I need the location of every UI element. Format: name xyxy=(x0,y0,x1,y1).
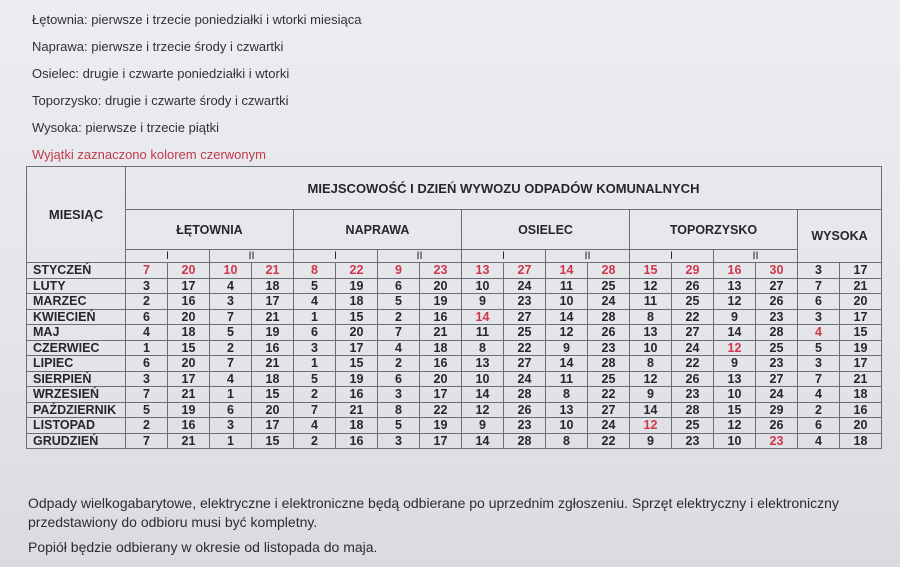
location-header: OSIELEC xyxy=(462,210,630,250)
day-cell: 15 xyxy=(714,402,756,418)
day-cell: 21 xyxy=(252,356,294,372)
table-row xyxy=(27,309,882,325)
day-cell: 4 xyxy=(294,418,336,434)
location-header: TOPORZYSKO xyxy=(630,210,798,250)
day-cell: 26 xyxy=(672,278,714,294)
day-cell: 20 xyxy=(168,263,210,279)
day-cell: 4 xyxy=(210,371,252,387)
day-cell: 15 xyxy=(252,387,294,403)
day-cell: 15 xyxy=(630,263,672,279)
month-cell: MARZEC xyxy=(27,294,126,310)
day-cell: 2 xyxy=(294,387,336,403)
day-cell: 9 xyxy=(714,356,756,372)
day-cell: 23 xyxy=(756,356,798,372)
day-cell: 17 xyxy=(252,294,294,310)
day-cell: 15 xyxy=(252,433,294,449)
month-cell: LIPIEC xyxy=(27,356,126,372)
day-cell: 2 xyxy=(294,433,336,449)
month-cell: STYCZEŃ xyxy=(27,263,126,279)
table-row xyxy=(27,433,882,449)
day-cell: 17 xyxy=(840,309,882,325)
day-cell: 23 xyxy=(420,263,462,279)
day-cell: 9 xyxy=(630,433,672,449)
day-cell: 8 xyxy=(630,356,672,372)
day-cell: 2 xyxy=(378,309,420,325)
intro-line-osielec: Osielec: drugie i czwarte poniedziałki i wtorki xyxy=(32,66,290,81)
day-cell: 13 xyxy=(714,371,756,387)
day-cell: 14 xyxy=(630,402,672,418)
table-main-header: MIEJSCOWOŚĆ I DZIEŃ WYWOZU ODPADÓW KOMUNALNYCH xyxy=(126,167,882,210)
day-cell: 25 xyxy=(756,340,798,356)
month-cell: MAJ xyxy=(27,325,126,341)
intro-line-letownia: Łętownia: pierwsze i trzecie poniedziałki i wtorki miesiąca xyxy=(32,12,362,27)
day-cell: 25 xyxy=(588,371,630,387)
day-cell: 6 xyxy=(798,294,840,310)
day-cell: 23 xyxy=(588,340,630,356)
day-cell: 28 xyxy=(672,402,714,418)
day-cell: 28 xyxy=(588,263,630,279)
day-cell: 25 xyxy=(504,325,546,341)
day-cell: 19 xyxy=(420,418,462,434)
day-cell: 27 xyxy=(756,371,798,387)
day-cell: 20 xyxy=(336,325,378,341)
day-cell: 2 xyxy=(126,294,168,310)
day-cell: 23 xyxy=(672,387,714,403)
day-cell: 26 xyxy=(756,418,798,434)
day-cell: 13 xyxy=(630,325,672,341)
table-row xyxy=(27,402,882,418)
day-cell: 14 xyxy=(546,309,588,325)
day-cell: 9 xyxy=(378,263,420,279)
day-cell: 3 xyxy=(378,387,420,403)
location-header: WYSOKA xyxy=(798,210,882,263)
day-cell: 26 xyxy=(672,371,714,387)
day-cell: 6 xyxy=(378,278,420,294)
table-row xyxy=(27,340,882,356)
day-cell: 15 xyxy=(336,309,378,325)
day-cell: 23 xyxy=(504,418,546,434)
day-cell: 1 xyxy=(294,309,336,325)
day-cell: 21 xyxy=(336,402,378,418)
day-cell: 23 xyxy=(504,294,546,310)
day-cell: 22 xyxy=(588,387,630,403)
day-cell: 21 xyxy=(420,325,462,341)
day-cell: 16 xyxy=(714,263,756,279)
day-cell: 6 xyxy=(294,325,336,341)
day-cell: 21 xyxy=(252,263,294,279)
location-header: ŁĘTOWNIA xyxy=(126,210,294,250)
table-row xyxy=(27,356,882,372)
day-cell: 22 xyxy=(504,340,546,356)
day-cell: 27 xyxy=(504,263,546,279)
day-cell: 12 xyxy=(462,402,504,418)
day-cell: 8 xyxy=(462,340,504,356)
day-cell: 10 xyxy=(546,418,588,434)
location-header: NAPRAWA xyxy=(294,210,462,250)
day-cell: 10 xyxy=(546,294,588,310)
day-cell: 14 xyxy=(462,309,504,325)
day-cell: 16 xyxy=(840,402,882,418)
day-cell: 10 xyxy=(714,387,756,403)
month-cell: CZERWIEC xyxy=(27,340,126,356)
day-cell: 2 xyxy=(798,402,840,418)
day-cell: 1 xyxy=(210,387,252,403)
day-cell: 24 xyxy=(672,340,714,356)
period-label: II xyxy=(546,250,630,263)
day-cell: 3 xyxy=(798,309,840,325)
day-cell: 8 xyxy=(546,433,588,449)
day-cell: 27 xyxy=(504,309,546,325)
day-cell: 5 xyxy=(294,371,336,387)
day-cell: 20 xyxy=(252,402,294,418)
day-cell: 6 xyxy=(378,371,420,387)
day-cell: 7 xyxy=(126,387,168,403)
day-cell: 20 xyxy=(168,356,210,372)
day-cell: 5 xyxy=(378,294,420,310)
day-cell: 5 xyxy=(210,325,252,341)
day-cell: 22 xyxy=(420,402,462,418)
day-cell: 18 xyxy=(252,278,294,294)
day-cell: 17 xyxy=(840,356,882,372)
day-cell: 2 xyxy=(378,356,420,372)
period-label: II xyxy=(378,250,462,263)
day-cell: 16 xyxy=(168,418,210,434)
day-cell: 17 xyxy=(168,371,210,387)
day-cell: 22 xyxy=(672,356,714,372)
day-cell: 21 xyxy=(252,309,294,325)
day-cell: 3 xyxy=(378,433,420,449)
day-cell: 4 xyxy=(798,325,840,341)
period-label: I xyxy=(294,250,378,263)
day-cell: 22 xyxy=(336,263,378,279)
day-cell: 15 xyxy=(336,356,378,372)
day-cell: 8 xyxy=(294,263,336,279)
day-cell: 21 xyxy=(840,371,882,387)
day-cell: 6 xyxy=(798,418,840,434)
bulky-waste-note: Odpady wielkogabarytowe, elektryczne i elektroniczne będą odbierane po uprzednim zgłoszeniu. Sprzęt elektryczny i elektroniczny przedstawiony do odbioru musi być kompletny. xyxy=(28,495,839,530)
day-cell: 10 xyxy=(462,371,504,387)
day-cell: 9 xyxy=(630,387,672,403)
day-cell: 16 xyxy=(336,433,378,449)
month-column-header: MIESIĄC xyxy=(27,167,126,263)
day-cell: 17 xyxy=(840,263,882,279)
day-cell: 4 xyxy=(126,325,168,341)
day-cell: 20 xyxy=(420,371,462,387)
day-cell: 28 xyxy=(504,387,546,403)
day-cell: 17 xyxy=(252,418,294,434)
day-cell: 9 xyxy=(462,294,504,310)
day-cell: 4 xyxy=(210,278,252,294)
day-cell: 10 xyxy=(630,340,672,356)
day-cell: 20 xyxy=(840,418,882,434)
day-cell: 25 xyxy=(588,278,630,294)
day-cell: 13 xyxy=(546,402,588,418)
day-cell: 9 xyxy=(714,309,756,325)
day-cell: 11 xyxy=(546,371,588,387)
day-cell: 30 xyxy=(756,263,798,279)
day-cell: 26 xyxy=(504,402,546,418)
month-cell: GRUDZIEŃ xyxy=(27,433,126,449)
day-cell: 21 xyxy=(840,278,882,294)
day-cell: 12 xyxy=(630,278,672,294)
day-cell: 12 xyxy=(546,325,588,341)
intro-text xyxy=(32,6,361,168)
day-cell: 13 xyxy=(462,356,504,372)
day-cell: 24 xyxy=(504,278,546,294)
day-cell: 14 xyxy=(546,263,588,279)
day-cell: 13 xyxy=(714,278,756,294)
table-row xyxy=(27,325,882,341)
day-cell: 21 xyxy=(168,433,210,449)
period-label: I xyxy=(630,250,714,263)
day-cell: 25 xyxy=(672,294,714,310)
day-cell: 4 xyxy=(798,387,840,403)
month-cell: LISTOPAD xyxy=(27,418,126,434)
day-cell: 17 xyxy=(420,433,462,449)
day-cell: 17 xyxy=(168,278,210,294)
table-row xyxy=(27,418,882,434)
period-label: II xyxy=(210,250,294,263)
day-cell: 12 xyxy=(714,340,756,356)
day-cell: 8 xyxy=(630,309,672,325)
day-cell: 14 xyxy=(546,356,588,372)
day-cell: 23 xyxy=(672,433,714,449)
month-cell: PAŹDZIERNIK xyxy=(27,402,126,418)
day-cell: 18 xyxy=(420,340,462,356)
table-row xyxy=(27,371,882,387)
month-cell: WRZESIEŃ xyxy=(27,387,126,403)
period-label: I xyxy=(462,250,546,263)
day-cell: 14 xyxy=(714,325,756,341)
schedule-body xyxy=(27,263,882,449)
day-cell: 18 xyxy=(336,418,378,434)
day-cell: 15 xyxy=(168,340,210,356)
period-label: II xyxy=(714,250,798,263)
day-cell: 27 xyxy=(588,402,630,418)
day-cell: 16 xyxy=(420,309,462,325)
day-cell: 3 xyxy=(294,340,336,356)
day-cell: 27 xyxy=(756,278,798,294)
day-cell: 3 xyxy=(798,356,840,372)
day-cell: 18 xyxy=(840,387,882,403)
day-cell: 19 xyxy=(336,371,378,387)
schedule-table xyxy=(26,166,882,449)
day-cell: 15 xyxy=(840,325,882,341)
intro-line-toporzysko: Toporzysko: drugie i czwarte środy i czwartki xyxy=(32,93,289,108)
day-cell: 18 xyxy=(252,371,294,387)
day-cell: 1 xyxy=(210,433,252,449)
day-cell: 16 xyxy=(252,340,294,356)
day-cell: 17 xyxy=(420,387,462,403)
day-cell: 28 xyxy=(588,356,630,372)
day-cell: 17 xyxy=(336,340,378,356)
day-cell: 3 xyxy=(126,371,168,387)
day-cell: 29 xyxy=(756,402,798,418)
day-cell: 18 xyxy=(840,433,882,449)
day-cell: 27 xyxy=(672,325,714,341)
day-cell: 16 xyxy=(336,387,378,403)
intro-line-wysoka: Wysoka: pierwsze i trzecie piątki xyxy=(32,120,219,135)
day-cell: 19 xyxy=(168,402,210,418)
day-cell: 19 xyxy=(840,340,882,356)
month-cell: SIERPIEŃ xyxy=(27,371,126,387)
day-cell: 27 xyxy=(504,356,546,372)
day-cell: 28 xyxy=(504,433,546,449)
day-cell: 18 xyxy=(336,294,378,310)
day-cell: 9 xyxy=(462,418,504,434)
day-cell: 7 xyxy=(210,356,252,372)
table-row xyxy=(27,387,882,403)
day-cell: 12 xyxy=(630,418,672,434)
day-cell: 3 xyxy=(126,278,168,294)
table-row xyxy=(27,278,882,294)
day-cell: 16 xyxy=(420,356,462,372)
footer-notes xyxy=(28,494,888,563)
day-cell: 11 xyxy=(462,325,504,341)
day-cell: 8 xyxy=(378,402,420,418)
day-cell: 5 xyxy=(798,340,840,356)
day-cell: 23 xyxy=(756,433,798,449)
day-cell: 28 xyxy=(588,309,630,325)
day-cell: 24 xyxy=(756,387,798,403)
period-label: I xyxy=(126,250,210,263)
day-cell: 7 xyxy=(294,402,336,418)
day-cell: 4 xyxy=(378,340,420,356)
day-cell: 19 xyxy=(336,278,378,294)
day-cell: 16 xyxy=(168,294,210,310)
day-cell: 14 xyxy=(462,387,504,403)
day-cell: 1 xyxy=(294,356,336,372)
day-cell: 20 xyxy=(420,278,462,294)
day-cell: 14 xyxy=(462,433,504,449)
month-cell: LUTY xyxy=(27,278,126,294)
day-cell: 25 xyxy=(672,418,714,434)
day-cell: 3 xyxy=(210,418,252,434)
day-cell: 29 xyxy=(672,263,714,279)
day-cell: 26 xyxy=(588,325,630,341)
day-cell: 1 xyxy=(126,340,168,356)
day-cell: 5 xyxy=(126,402,168,418)
day-cell: 7 xyxy=(798,278,840,294)
day-cell: 12 xyxy=(714,294,756,310)
day-cell: 11 xyxy=(630,294,672,310)
day-cell: 28 xyxy=(756,325,798,341)
day-cell: 7 xyxy=(126,263,168,279)
day-cell: 13 xyxy=(462,263,504,279)
day-cell: 24 xyxy=(588,418,630,434)
day-cell: 19 xyxy=(252,325,294,341)
table-row xyxy=(27,294,882,310)
day-cell: 18 xyxy=(168,325,210,341)
day-cell: 26 xyxy=(756,294,798,310)
day-cell: 9 xyxy=(546,340,588,356)
month-cell: KWIECIEŃ xyxy=(27,309,126,325)
day-cell: 11 xyxy=(546,278,588,294)
day-cell: 7 xyxy=(210,309,252,325)
day-cell: 22 xyxy=(588,433,630,449)
day-cell: 24 xyxy=(588,294,630,310)
day-cell: 3 xyxy=(210,294,252,310)
day-cell: 20 xyxy=(840,294,882,310)
day-cell: 6 xyxy=(126,309,168,325)
day-cell: 10 xyxy=(210,263,252,279)
day-cell: 10 xyxy=(462,278,504,294)
day-cell: 5 xyxy=(294,278,336,294)
day-cell: 21 xyxy=(168,387,210,403)
day-cell: 8 xyxy=(546,387,588,403)
intro-line-naprawa: Naprawa: pierwsze i trzecie środy i czwartki xyxy=(32,39,284,54)
day-cell: 4 xyxy=(294,294,336,310)
exceptions-note: Wyjątki zaznaczono kolorem czerwonym xyxy=(32,147,266,162)
day-cell: 5 xyxy=(378,418,420,434)
day-cell: 22 xyxy=(672,309,714,325)
day-cell: 7 xyxy=(126,433,168,449)
day-cell: 24 xyxy=(504,371,546,387)
day-cell: 19 xyxy=(420,294,462,310)
day-cell: 23 xyxy=(756,309,798,325)
day-cell: 7 xyxy=(378,325,420,341)
day-cell: 2 xyxy=(210,340,252,356)
day-cell: 10 xyxy=(714,433,756,449)
day-cell: 12 xyxy=(714,418,756,434)
ash-note: Popiół będzie odbierany w okresie od listopada do maja. xyxy=(28,539,378,555)
day-cell: 12 xyxy=(630,371,672,387)
table-row xyxy=(27,263,882,279)
day-cell: 20 xyxy=(168,309,210,325)
day-cell: 4 xyxy=(798,433,840,449)
day-cell: 6 xyxy=(210,402,252,418)
day-cell: 2 xyxy=(126,418,168,434)
day-cell: 6 xyxy=(126,356,168,372)
day-cell: 3 xyxy=(798,263,840,279)
day-cell: 7 xyxy=(798,371,840,387)
